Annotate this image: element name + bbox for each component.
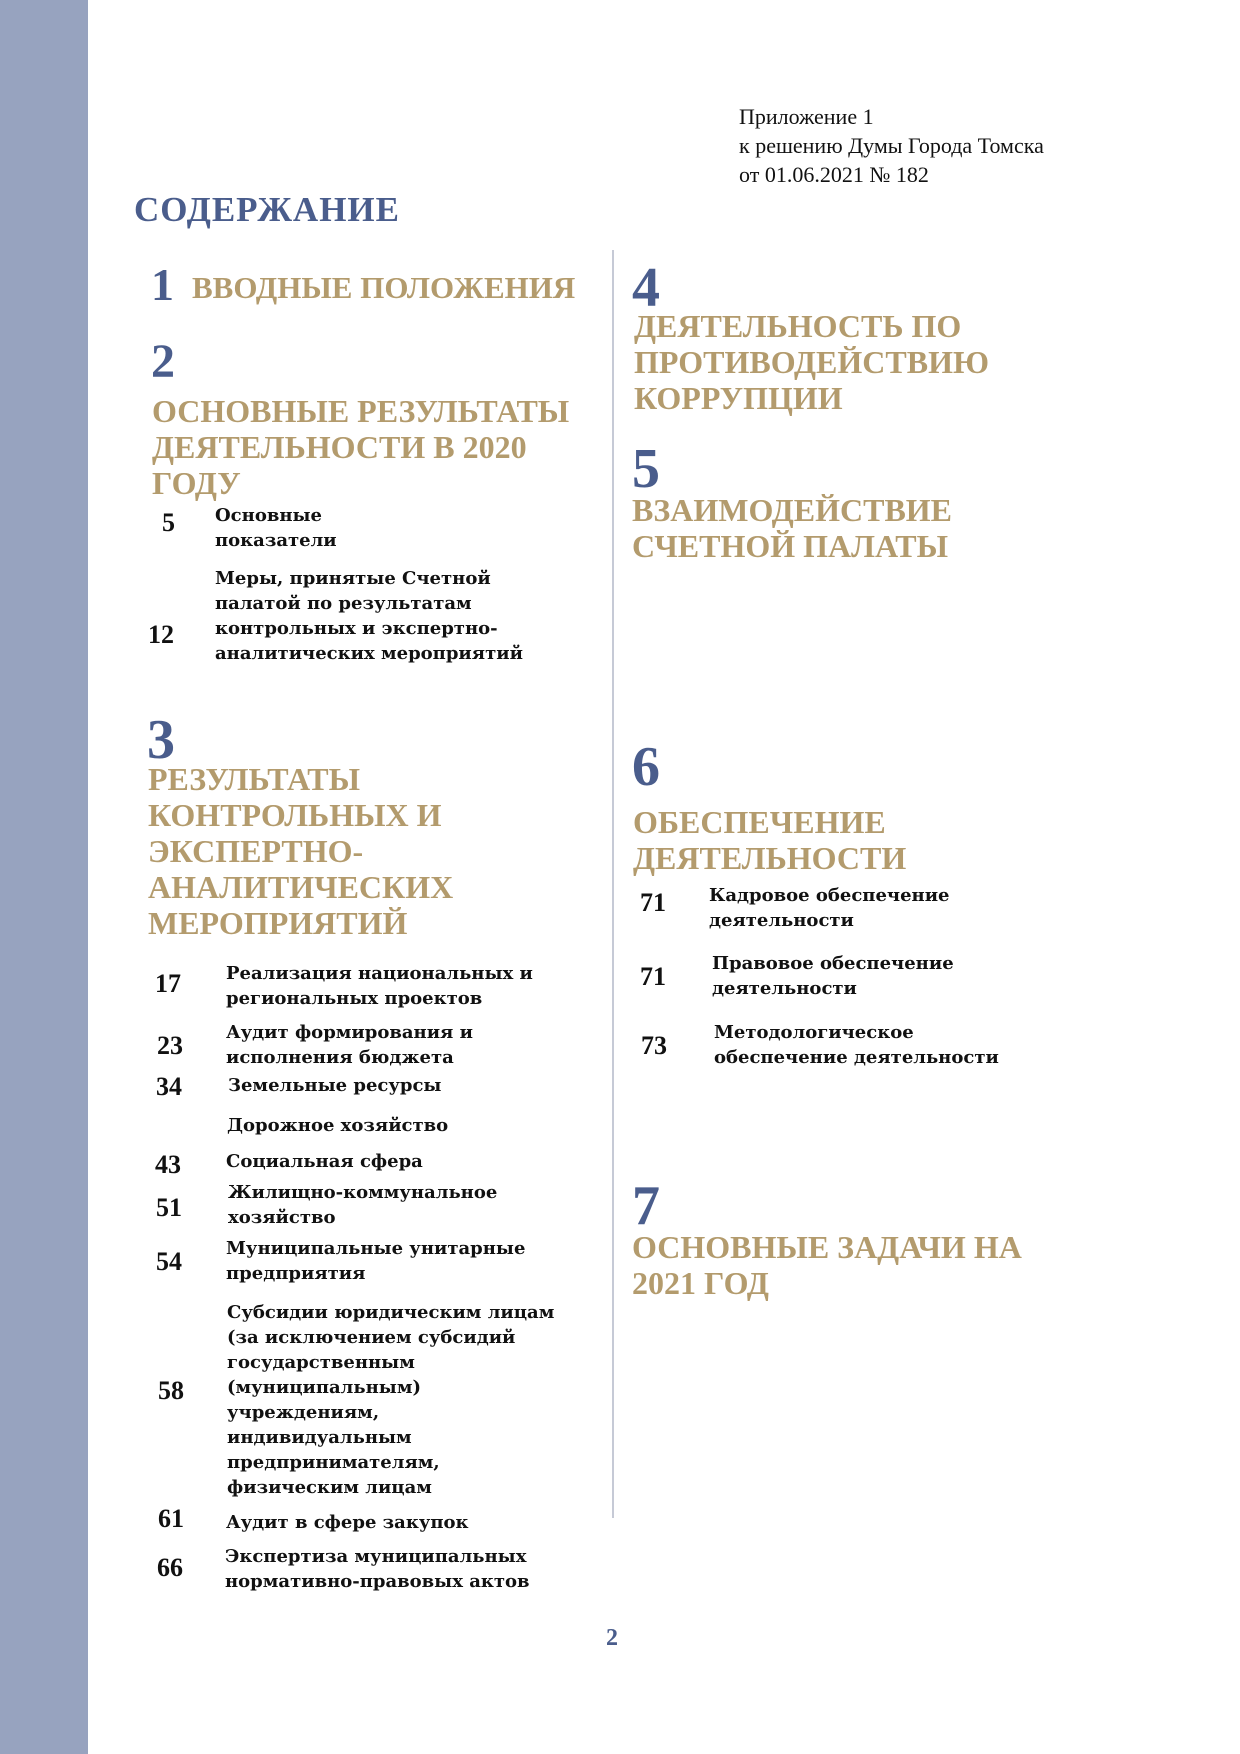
toc-item-municipal-enterprises[interactable] [226,1236,525,1286]
toc-item-housing-utilities[interactable] [228,1180,497,1230]
toc-item-line: региональных проектов [226,988,483,1009]
section-4-number: 4 [632,257,660,319]
section-1-title[interactable] [192,270,575,306]
section-title-line: 2021 ГОД [632,1265,769,1301]
toc-item-legal-support[interactable] [712,951,954,1001]
toc-item-line: Основные [215,505,322,526]
toc-item-line: Меры, принятые Счетной [215,568,491,589]
column-divider [612,250,614,1518]
toc-item-line: Дорожное хозяйство [227,1115,449,1136]
toc-item-measures-taken[interactable] [215,566,523,666]
toc-page-number: 61 [158,1504,184,1533]
toc-item-line: учреждениям, [227,1402,380,1423]
toc-item-line: Кадровое обеспечение [709,885,950,906]
toc-page-number: 73 [641,1031,667,1060]
toc-item-line: деятельности [709,910,854,931]
toc-item-line: хозяйство [228,1207,336,1228]
section-3-title[interactable] [148,761,453,941]
toc-item-line: палатой по результатам [215,593,472,614]
toc-item-line: Земельные ресурсы [228,1075,442,1096]
section-title-line: ВЗАИМОДЕЙСТВИЕ [632,492,953,528]
section-title-line: ОСНОВНЫЕ РЕЗУЛЬТАТЫ [152,393,570,429]
toc-item-hr-support[interactable] [709,883,950,933]
toc-item-line: Аудит в сфере закупок [226,1512,469,1533]
section-title-line: ОСНОВНЫЕ ЗАДАЧИ НА [632,1229,1022,1265]
toc-page-number: 66 [157,1553,183,1582]
section-6-number: 6 [632,736,660,798]
toc-item-line: предприятия [226,1263,366,1284]
toc-item-line: физическим лицам [227,1477,432,1498]
toc-item-line: деятельности [712,978,857,999]
section-5-title[interactable] [632,492,952,564]
section-7-number: 7 [632,1175,660,1237]
toc-item-budget-audit[interactable] [226,1020,473,1070]
toc-item-line: государственным [227,1352,415,1373]
section-2-number: 2 [151,335,175,388]
toc-item-line: исполнения бюджета [226,1047,454,1068]
toc-item-line: Правовое обеспечение [712,953,954,974]
section-title-line: ВВОДНЫЕ ПОЛОЖЕНИЯ [192,270,576,305]
section-2-title[interactable] [152,393,569,501]
toc-page-number: 51 [156,1193,182,1222]
appendix-note [739,102,1044,189]
section-7-title[interactable] [632,1229,1022,1301]
toc-page-number: 43 [155,1150,181,1179]
toc-item-line: контрольных и экспертно- [215,618,498,639]
toc-item-line: Жилищно-коммунальное [228,1182,498,1203]
section-title-line: ДЕЯТЕЛЬНОСТИ [633,840,907,876]
toc-item-line: Аудит формирования и [226,1022,473,1043]
section-3-number: 3 [147,709,175,771]
toc-item-line: Методологическое [714,1022,914,1043]
section-title-line: ЭКСПЕРТНО- [148,833,364,869]
toc-item-main-indicators[interactable] [215,503,337,553]
toc-item-line: обеспечение деятельности [714,1047,999,1068]
toc-page-number: 5 [162,508,175,537]
toc-item-line: предпринимателям, [227,1452,440,1473]
section-title-line: ГОДУ [152,465,241,501]
toc-item-line: Социальная сфера [226,1151,423,1172]
toc-item-procurement-audit[interactable] [226,1510,469,1535]
section-5-number: 5 [632,438,660,500]
section-title-line: ДЕЯТЕЛЬНОСТЬ ПО [634,308,962,344]
appendix-line-3: от 01.06.2021 № 182 [739,162,929,187]
toc-item-national-projects[interactable] [226,961,533,1011]
section-title-line: МЕРОПРИЯТИЙ [148,905,408,941]
section-title-line: ОБЕСПЕЧЕНИЕ [633,804,886,840]
toc-page-number: 54 [156,1247,182,1276]
toc-page-number: 58 [158,1376,184,1405]
section-title-line: СЧЕТНОЙ ПАЛАТЫ [632,528,949,564]
toc-item-line: показатели [215,530,337,551]
toc-page-number: 34 [156,1072,182,1101]
toc-page-number: 23 [157,1031,183,1060]
appendix-line-2: к решению Думы Города Томска [739,133,1044,158]
toc-item-social-sphere[interactable] [226,1149,423,1174]
section-title-line: КОНТРОЛЬНЫХ И [148,797,442,833]
section-4-title[interactable] [634,308,989,416]
section-6-title[interactable] [633,804,906,876]
toc-item-legal-acts-expertise[interactable] [225,1544,530,1594]
toc-page-number: 71 [640,962,666,991]
toc-item-line: Реализация национальных и [226,963,533,984]
section-title-line: ДЕЯТЕЛЬНОСТИ В 2020 [152,429,527,465]
page-number: 2 [606,1625,618,1651]
toc-item-line: аналитических мероприятий [215,643,523,664]
toc-item-line: Экспертиза муниципальных [225,1546,527,1567]
toc-item-road-management[interactable] [227,1113,448,1138]
toc-item-line: индивидуальным [227,1427,412,1448]
toc-page-number: 71 [640,888,666,917]
section-title-line: КОРРУПЦИИ [634,380,843,416]
toc-page-number: 12 [148,620,174,649]
toc-item-line: Субсидии юридическим лицам [227,1302,555,1323]
appendix-line-1: Приложение 1 [739,104,874,129]
toc-item-line: (за исключением субсидий [227,1327,516,1348]
section-1-number: 1 [151,259,174,310]
toc-item-line: Муниципальные унитарные [226,1238,526,1259]
toc-item-land-resources[interactable] [228,1073,441,1098]
toc-title: СОДЕРЖАНИЕ [134,190,401,229]
toc-page-number: 17 [155,969,181,998]
toc-item-methodological-support[interactable] [714,1020,999,1070]
section-title-line: ПРОТИВОДЕЙСТВИЮ [634,344,989,380]
left-sidebar-band [0,0,88,1754]
toc-item-line: нормативно-правовых актов [225,1571,530,1592]
toc-item-subsidies[interactable] [227,1300,554,1500]
section-title-line: РЕЗУЛЬТАТЫ [148,761,361,797]
toc-item-line: (муниципальным) [227,1377,421,1398]
section-title-line: АНАЛИТИЧЕСКИХ [148,869,454,905]
